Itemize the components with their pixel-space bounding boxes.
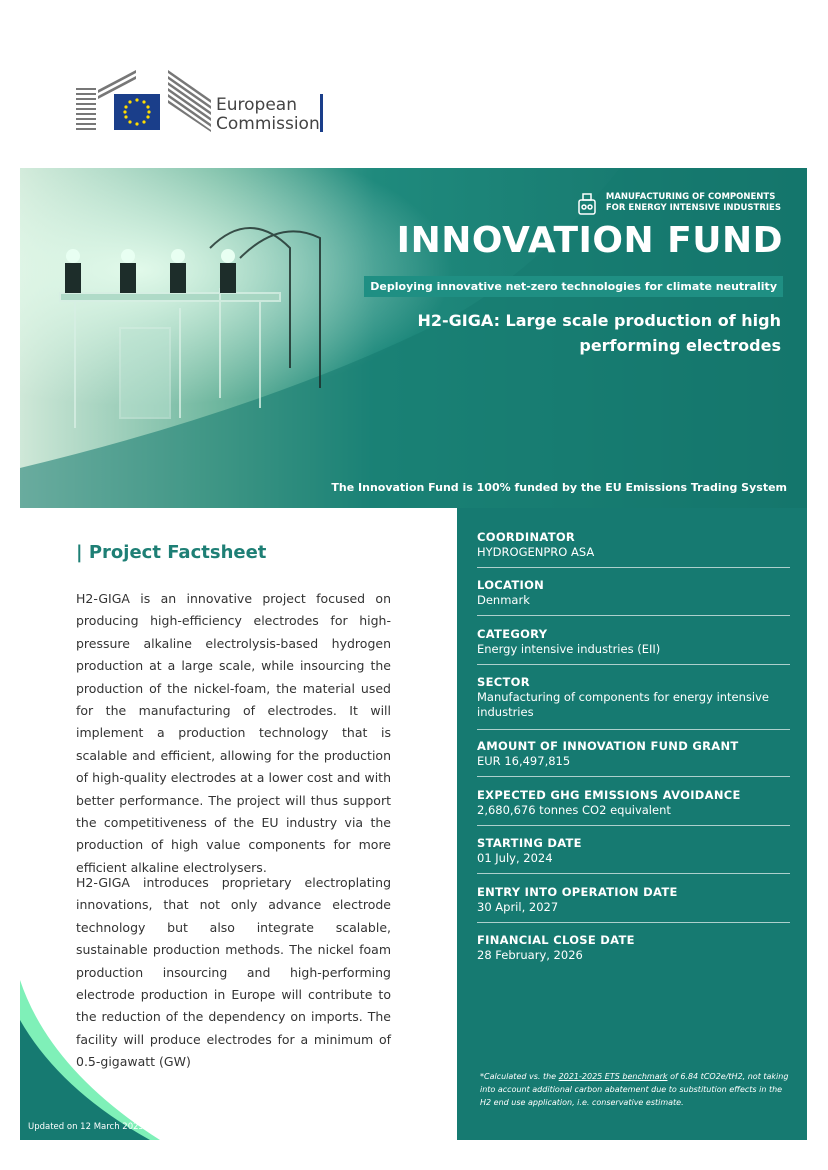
project-title-line-1: H2-GIGA: Large scale production of high: [417, 311, 781, 330]
detail-value: HYDROGENPRO ASA: [477, 545, 595, 559]
detail-label: SECTOR: [477, 675, 530, 689]
detail-location: [477, 578, 790, 616]
project-title: [401, 308, 781, 358]
detail-value: 30 April, 2027: [477, 900, 559, 914]
innovation-fund-title: INNOVATION FUND: [396, 220, 783, 261]
detail-label: COORDINATOR: [477, 530, 576, 544]
detail-label: STARTING DATE: [477, 836, 582, 850]
updated-date: Updated on 12 March 2025: [28, 1122, 144, 1132]
footnote-prefix: *Calculated vs. the: [480, 1072, 559, 1081]
detail-value: Energy intensive industries (EII): [477, 642, 661, 656]
ets-benchmark-link[interactable]: 2021-2025 ETS benchmark: [558, 1072, 668, 1081]
tagline: Deploying innovative net-zero technologies for climate neutrality: [364, 276, 783, 297]
detail-operation-date: [477, 885, 790, 923]
detail-sector: [477, 675, 790, 730]
description-paragraph-1: H2-GIGA is an innovative project focused on producing high-efficiency electrodes for high-pressure alkaline electrolysis-based hydrogen production at a large scale, while insourcing the production of the nickel-foam, the material used for the manufacturing of electrodes. It will implement a production technology that is scalable and efficient, allowing for the production of high-quality electrodes at a lower cost and with better performance. The project will thus support the competitiveness of the EU industry via the production of high value components for more efficient alkaline electrolysers.: [76, 591, 391, 875]
detail-label: EXPECTED GHG EMISSIONS AVOIDANCE: [477, 788, 741, 802]
detail-ghg-avoidance: [477, 788, 790, 826]
detail-value: 2,680,676 tonnes CO2 equivalent: [477, 803, 671, 817]
logo-line-1: European: [216, 95, 297, 115]
detail-value: EUR 16,497,815: [477, 754, 571, 768]
detail-financial-close: [477, 933, 790, 970]
description-paragraph-2: H2-GIGA introduces proprietary electroplating innovations, that not only advance electrode technology but also integrate scalable, sustainable production methods. The nickel foam production insourcing and high-performing electrode production in Europe will contribute to the reduction of the dependency on imports. The facility will produce electrodes for a minimum of 0.5-gigawatt (GW): [76, 875, 391, 1070]
detail-starting-date: [477, 836, 790, 874]
badge-line-2: FOR ENERGY INTENSIVE INDUSTRIES: [605, 203, 781, 213]
detail-label: CATEGORY: [477, 627, 548, 641]
logo-divider: [320, 94, 323, 132]
ec-building-icon: [76, 66, 216, 136]
logo-wordmark: [216, 96, 320, 134]
project-details-panel: [457, 508, 807, 1140]
factory-icon: [576, 192, 598, 216]
category-badge: [576, 192, 781, 214]
detail-grant-amount: [477, 739, 790, 777]
detail-value: Denmark: [477, 593, 530, 607]
project-title-line-2: performing electrodes: [579, 336, 781, 355]
footnote-suffix: of 6.84 tCO2e/tH2, not taking into account additional carbon abatement due to substitution effects in the H2 end use application, i.e. conservative estimate.: [480, 1072, 789, 1107]
funding-note: The Innovation Fund is 100% funded by the EU Emissions Trading System: [331, 481, 787, 494]
logo-line-2: Commission: [216, 114, 320, 134]
detail-category: [477, 627, 790, 665]
detail-value: 28 February, 2026: [477, 948, 583, 962]
detail-coordinator: [477, 530, 790, 568]
section-heading: | Project Factsheet: [76, 542, 267, 563]
detail-label: FINANCIAL CLOSE DATE: [477, 933, 635, 947]
detail-label: AMOUNT OF INNOVATION FUND GRANT: [477, 739, 739, 753]
detail-value: Manufacturing of components for energy intensive industries: [477, 690, 769, 719]
badge-line-1: MANUFACTURING OF COMPONENTS: [605, 192, 776, 202]
detail-value: 01 July, 2024: [477, 851, 553, 865]
footnote: [480, 1070, 792, 1109]
hero-banner: [20, 168, 807, 508]
detail-label: ENTRY INTO OPERATION DATE: [477, 885, 678, 899]
detail-label: LOCATION: [477, 578, 545, 592]
